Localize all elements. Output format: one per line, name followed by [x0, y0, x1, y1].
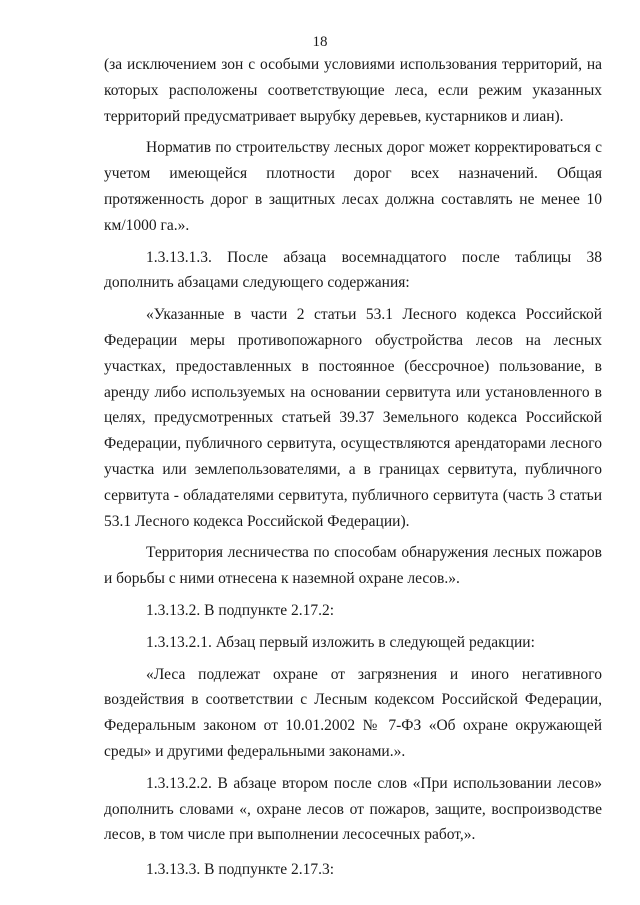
paragraph-10: 1.3.13.3. В подпункте 2.17.3:	[146, 861, 335, 879]
paragraph-6: 1.3.13.2. В подпункте 2.17.2:	[146, 601, 335, 619]
paragraph-1: (за исключением зон с особыми условиями использования территорий, на которых расположены соответствующие леса, если режим указанных территорий предусматривает вырубку деревьев, кустарников и лиан).	[104, 56, 602, 125]
paragraph-7: 1.3.13.2.1. Абзац первый изложить в следующей редакции:	[146, 633, 535, 651]
paragraph-2: Норматив по строительству лесных дорог может корректироваться с учетом имеющейся плотности дорог всех назначений. Общая протяженность дорог в защитных лесах должна составлять не менее 10 км/1000 га.».	[104, 139, 602, 234]
paragraph-8: «Леса подлежат охране от загрязнения и иного негативного воздействия в соответствии с Лесным кодексом Российской Федерации, Федеральным законом от 10.01.2002 № 7-ФЗ «Об охране окружающей среды» и другими федеральными законами.».	[104, 665, 602, 760]
paragraph-4: «Указанные в части 2 статьи 53.1 Лесного кодекса Российской Федерации меры противопожарного обустройства лесов на лесных участках, предоставленных в постоянное (бессрочное) пользование, в аренду либо используемых на основании сервитута или установленного в целях, предусмотренных статьей 39.37 Земельного кодекса Российской Федерации, публичного сервитута, осуществляются арендаторами лесного участка или землепользователями, а в границах сервитута, публичного сервитута - обладателями сервитута, публичного сервитута (часть 3 статьи 53.1 Лесного кодекса Российской Федерации).	[104, 306, 602, 530]
paragraph-5: Территория лесничества по способам обнаружения лесных пожаров и борьбы с ними отнесена к наземной охране лесов.».	[104, 544, 602, 588]
paragraph-3: 1.3.13.1.3. После абзаца восемнадцатого после таблицы 38 дополнить абзацами следующего содержания:	[104, 248, 602, 292]
document-body	[104, 52, 602, 883]
page-number: 18	[312, 34, 328, 50]
paragraph-9: 1.3.13.2.2. В абзаце втором после слов «При использовании лесов» дополнить словами «, охране лесов от пожаров, защите, воспроизводстве лесов, в том числе при выполнении лесосечных работ,».	[104, 774, 602, 844]
